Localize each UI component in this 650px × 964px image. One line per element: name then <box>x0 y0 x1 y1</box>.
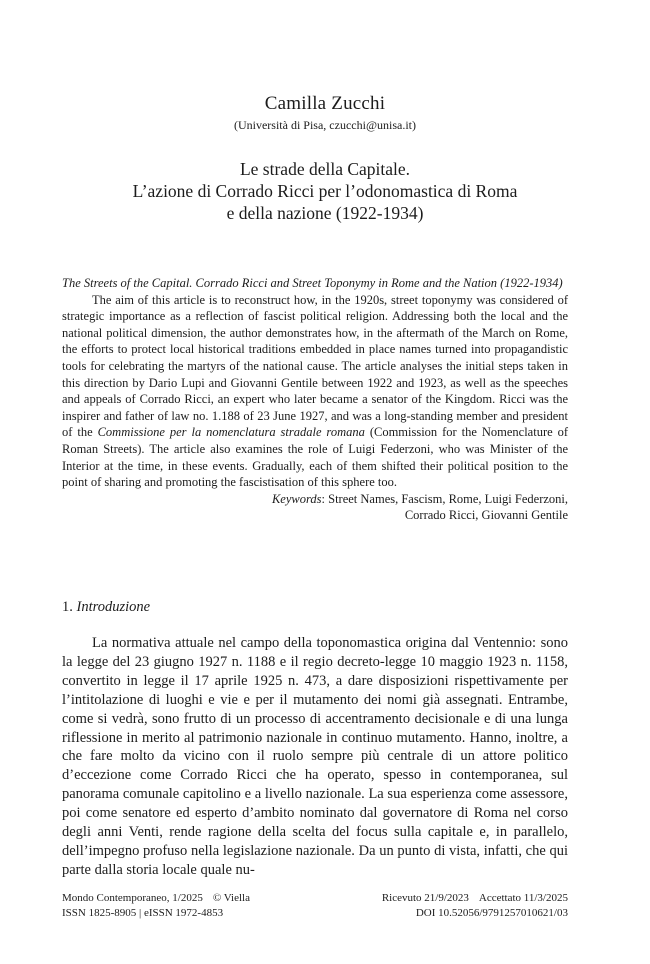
keywords <box>62 491 568 524</box>
keywords-line <box>62 491 568 508</box>
issn: ISSN 1825-8905 | eISSN 1972-4853 <box>62 906 224 919</box>
footer-line <box>382 891 568 906</box>
section-title: Introduzione <box>76 599 151 615</box>
keywords-line: Corrado Ricci, Giovanni Gentile <box>404 508 568 523</box>
journal-issue: Mondo Contemporaneo, 1/2025 <box>62 892 203 904</box>
doi: DOI 10.52056/9791257010621/03 <box>415 906 568 919</box>
title-line: e della nazione (1922-1934) <box>226 203 424 223</box>
footer-journal-info <box>62 891 250 920</box>
footer-line <box>62 891 250 906</box>
section-heading <box>62 599 150 616</box>
footer-dates <box>382 891 568 920</box>
keywords-values: : Street Names, Fascism, Rome, Luigi Federzoni, <box>321 491 568 506</box>
accepted-date: Accettato 11/3/2025 <box>478 892 568 904</box>
abstract-text-part: The aim of this article is to reconstruct how, in the 1920s, street toponymy was considered of strategic importance as a reflection of fascist political religion. Addressing both the local and the national political dimension, the author demonstrates how, in the aftermath of the March on Rome, the efforts to protect local historical traditions embedded in place names turned into propagandistic tools for celebrating the martyrs of the national cause. The article analyses the initial steps taken in this direction by Dario Lupi and Giovanni Gentile between 1922 and 1923, as well as the speeches and appeals of Corrado Ricci, an expert who later became a senator of the Kingdom. Ricci was the inspirer and father of law no. 1.188 of 23 June 1927, and was a long-standing member and president of the <box>62 292 568 440</box>
commission-name: Commissione per la nomenclatura stradale romana <box>97 425 365 440</box>
abstract-english-title: The Streets of the Capital. Corrado Ricci and Street Toponymy in Rome and the Nation (1922-1934) <box>62 276 563 290</box>
article-title <box>0 158 650 224</box>
title-line: L’azione di Corrado Ricci per l’odonomastica di Roma <box>132 181 518 201</box>
keywords-label: Keywords <box>271 491 322 506</box>
received-date: Ricevuto 21/9/2023 <box>381 892 469 904</box>
abstract-text-part: (Commission for the Nomenclature of Roman Streets). The article also examines the role of Luigi Federzoni, who was Minister of the Interior at the time, in these events. Gradually, each of them shifted their political position to the point of sharing and promoting the fascistisation of this sphere too. <box>62 425 569 490</box>
publisher: © Viella <box>212 892 250 904</box>
abstract-text <box>62 292 568 491</box>
abstract <box>62 275 568 524</box>
author-affiliation: (Università di Pisa, czucchi@unisa.it) <box>233 118 416 132</box>
section-number: 1. <box>62 599 73 615</box>
author-name: Camilla Zucchi <box>264 93 386 114</box>
body-paragraph: La normativa attuale nel campo della toponomastica origina dal Ventennio: sono la legge del 23 giugno 1927 n. 1188 e il regio decreto-legge 10 maggio 1923 n. 1158, convertito in legge il 17 aprile 1925 n. 473, a dare disposizioni rispettivamente per l’intitolazione di luoghi e vie e per il mutamento dei nomi già assegnati. Entrambe, come si vedrà, sono frutto di un processo di accentramento decisionale e di una lunga riflessione in merito al patrimonio nazionale in continuo mutamento. Hanno, inoltre, a che fare molto da vicino con il ruolo sempre più centrale di un attore politico d’eccezione come Corrado Ricci che ha operato, spesso in contemporanea, sul panorama comunale capitolino e a livello nazionale. La sua esperienza come assessore, poi come senatore ed esperto d’ambito nominato dal governatore di Roma nel corso degli anni Venti, rende ragione della scelta del focus sulla capitale e, in parallelo, dell’impegno profuso nella legislazione nazionale. Da un punto di vista, infatti, che qui parte dalla storia locale quale nu- <box>62 635 568 878</box>
title-line: Le strade della Capitale. <box>239 159 411 179</box>
